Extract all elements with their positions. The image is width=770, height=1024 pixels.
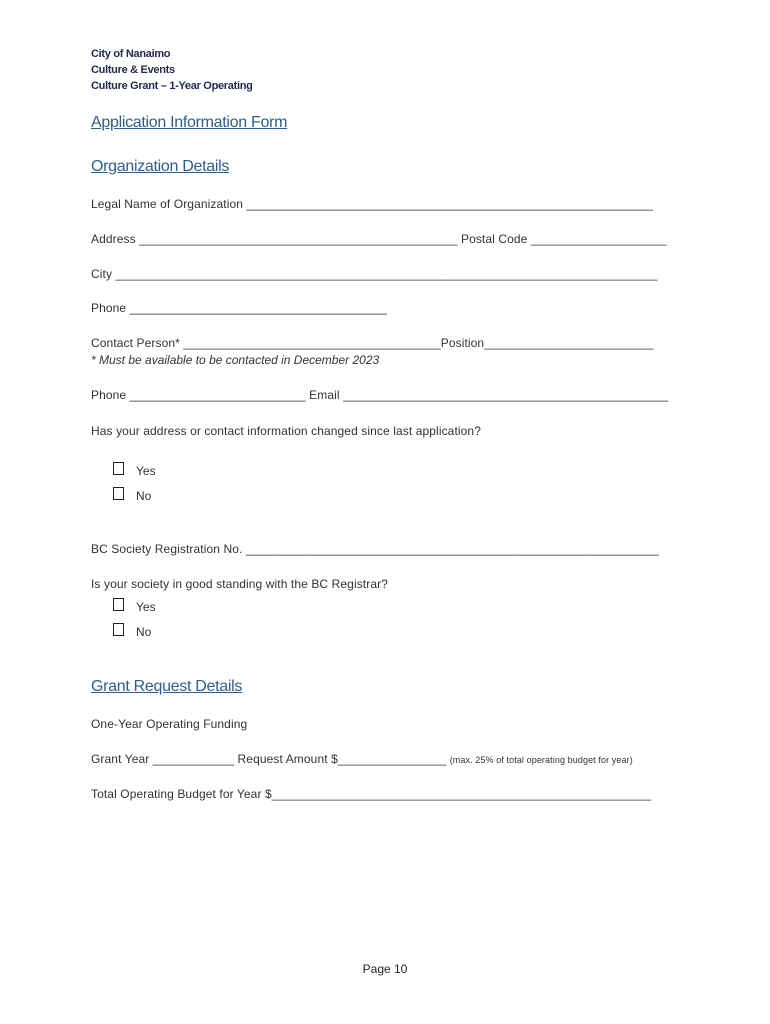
good-standing-question: Is your society in good standing with the BC Registrar? <box>91 577 388 591</box>
address-changed-no-label: No <box>136 489 152 503</box>
address-changed-no-checkbox[interactable] <box>113 487 124 500</box>
legal-name-field[interactable]: Legal Name of Organization ____________________________________________________________ <box>91 197 653 211</box>
page-number: Page 10 <box>362 962 408 976</box>
total-operating-budget-field[interactable]: Total Operating Budget for Year $________________________________________________________ <box>91 787 652 801</box>
good-standing-no-label: No <box>136 625 152 639</box>
phone-field[interactable]: Phone ______________________________________ <box>91 301 388 315</box>
header-department: Culture & Events <box>91 64 175 76</box>
city-field[interactable]: City ________________________________________________________________________________ <box>91 267 658 281</box>
grant-year-request-field[interactable]: Grant Year ____________ Request Amount $________________ <box>91 752 450 766</box>
good-standing-yes-label: Yes <box>136 600 156 614</box>
header-grant-type: Culture Grant – 1-Year Operating <box>91 80 253 92</box>
form-title: Application Information Form <box>91 114 288 131</box>
contact-note: * Must be available to be contacted in December 2023 <box>91 353 380 367</box>
address-postal-field[interactable]: Address _______________________________________________ Postal Code ____________________ <box>91 232 667 246</box>
contact-position-field[interactable]: Contact Person* ______________________________________Position_________________________ <box>91 336 654 350</box>
address-changed-yes-checkbox[interactable] <box>113 462 124 475</box>
address-changed-question: Has your address or contact information changed since last application? <box>91 424 481 438</box>
good-standing-no-checkbox[interactable] <box>113 623 124 636</box>
header-city: City of Nanaimo <box>91 48 171 60</box>
address-changed-yes-label: Yes <box>136 464 156 478</box>
section-grant-request-details: Grant Request Details <box>91 678 243 695</box>
phone-email-field[interactable]: Phone __________________________ Email ________________________________________________ <box>91 388 669 402</box>
society-registration-field[interactable]: BC Society Registration No. _____________________________________________________________ <box>91 542 660 556</box>
section-organization-details: Organization Details <box>91 158 230 175</box>
good-standing-yes-checkbox[interactable] <box>113 598 124 611</box>
max-budget-note: (max. 25% of total operating budget for year) <box>449 755 633 765</box>
funding-type-label: One-Year Operating Funding <box>91 717 248 731</box>
grant-year-request-row[interactable] <box>91 752 633 766</box>
